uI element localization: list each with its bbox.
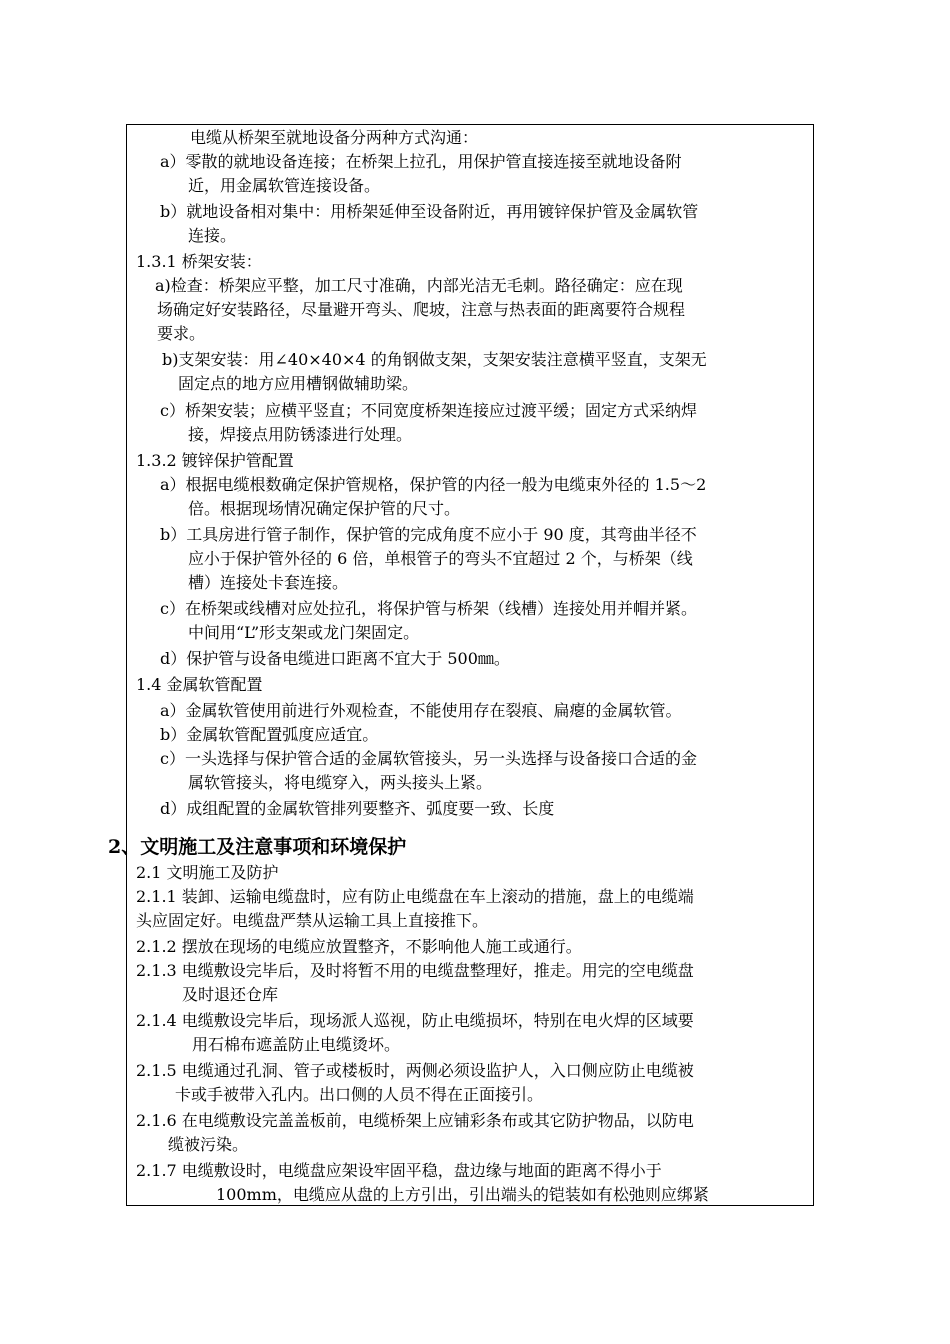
text-line: 2.1.7 电缆敷设时，电缆盘应架设牢固平稳，盘边缘与地面的距离不得小于 bbox=[136, 1161, 662, 1180]
text-line: 2.1.4 电缆敷设完毕后，现场派人巡视，防止电缆损坏，特别在电火焊的区域要 bbox=[136, 1011, 694, 1030]
text-line: 应小于保护管外径的 6 倍，单根管子的弯头不宜超过 2 个，与桥架（线 bbox=[188, 549, 693, 568]
text-line: a)检查：桥架应平整，加工尺寸准确，内部光洁无毛刺。路径确定：应在现 bbox=[155, 276, 683, 295]
text-line: 接，焊接点用防锈漆进行处理。 bbox=[188, 425, 413, 444]
text-line: c）在桥架或线槽对应处拉孔，将保护管与桥架（线槽）连接处用并帽并紧。 bbox=[160, 599, 697, 618]
text-line: 属软管接头，将电缆穿入，两头接头上紧。 bbox=[188, 773, 493, 792]
text-line: a）金属软管使用前进行外观检查，不能使用存在裂痕、扁瘪的金属软管。 bbox=[160, 701, 682, 720]
text-line: 2.1 文明施工及防护 bbox=[136, 863, 279, 882]
text-line: 要求。 bbox=[157, 324, 206, 343]
text-line: 头应固定好。电缆盘严禁从运输工具上直接推下。 bbox=[136, 911, 489, 930]
text-line: a）根据电缆根数确定保护管规格，保护管的内径一般为电缆束外径的 1.5～2 bbox=[160, 475, 707, 494]
text-line: 近，用金属软管连接设备。 bbox=[188, 176, 381, 195]
text-line: 固定点的地方应用槽钢做辅助梁。 bbox=[178, 374, 419, 393]
text-line: 及时退还仓库 bbox=[182, 985, 279, 1004]
text-line: 连接。 bbox=[188, 226, 237, 245]
text-line: 场确定好安装路径，尽量避开弯头、爬坡，注意与热表面的距离要符合规程 bbox=[157, 300, 686, 319]
text-line: 缆被污染。 bbox=[168, 1135, 249, 1154]
text-line: b）就地设备相对集中：用桥架延伸至设备附近，再用镀锌保护管及金属软管 bbox=[160, 202, 699, 221]
text-line: c）一头选择与保护管合适的金属软管接头，另一头选择与设备接口合适的金 bbox=[160, 749, 697, 768]
text-line: a）零散的就地设备连接；在桥架上拉孔，用保护管直接连接至就地设备附 bbox=[160, 152, 682, 171]
text-line: 2.1.2 摆放在现场的电缆应放置整齐，不影响他人施工或通行。 bbox=[136, 937, 582, 956]
text-line: 中间用“L”形支架或龙门架固定。 bbox=[188, 623, 420, 642]
text-line: 2.1.3 电缆敷设完毕后，及时将暂不用的电缆盘整理好，推走。用完的空电缆盘 bbox=[136, 961, 694, 980]
text-line: d）成组配置的金属软管排列要整齐、弧度要一致、长度 bbox=[160, 799, 555, 818]
text-line: b）工具房进行管子制作，保护管的完成角度不应小于 90 度，其弯曲半径不 bbox=[160, 525, 697, 544]
section-heading: 2、文明施工及注意事项和环境保护 bbox=[108, 836, 407, 858]
text-line: 槽）连接处卡套连接。 bbox=[188, 573, 349, 592]
text-line: 倍。根据现场情况确定保护管的尺寸。 bbox=[188, 499, 461, 518]
text-line: 卡或手被带入孔内。出口侧的人员不得在正面接引。 bbox=[175, 1085, 544, 1104]
text-line: 1.3.2 镀锌保护管配置 bbox=[136, 451, 294, 470]
text-line: 1.4 金属软管配置 bbox=[136, 675, 263, 694]
text-line: c）桥架安装；应横平竖直；不同宽度桥架连接应过渡平缓；固定方式采纳焊 bbox=[160, 401, 697, 420]
text-line: 2.1.1 装卸、运输电缆盘时，应有防止电缆盘在车上滚动的措施，盘上的电缆端 bbox=[136, 887, 694, 906]
text-line: 100mm，电缆应从盘的上方引出，引出端头的铠装如有松弛则应绑紧 bbox=[216, 1185, 709, 1204]
text-line: b)支架安装：用∠40×40×4 的角钢做支架，支架安装注意横平竖直，支架无 bbox=[162, 350, 707, 369]
text-line: 1.3.1 桥架安装： bbox=[136, 252, 262, 271]
text-line: d）保护管与设备电缆进口距离不宜大于 500㎜。 bbox=[160, 649, 510, 668]
text-line: b）金属软管配置弧度应适宜。 bbox=[160, 725, 379, 744]
text-line: 电缆从桥架至就地设备分两种方式沟通： bbox=[190, 128, 479, 147]
text-line: 2.1.5 电缆通过孔洞、管子或楼板时，两侧必须设监护人，入口侧应防止电缆被 bbox=[136, 1061, 694, 1080]
text-line: 用石棉布遮盖防止电缆烫坏。 bbox=[192, 1035, 401, 1054]
text-line: 2.1.6 在电缆敷设完盖盖板前，电缆桥架上应铺彩条布或其它防护物品，以防电 bbox=[136, 1111, 694, 1130]
